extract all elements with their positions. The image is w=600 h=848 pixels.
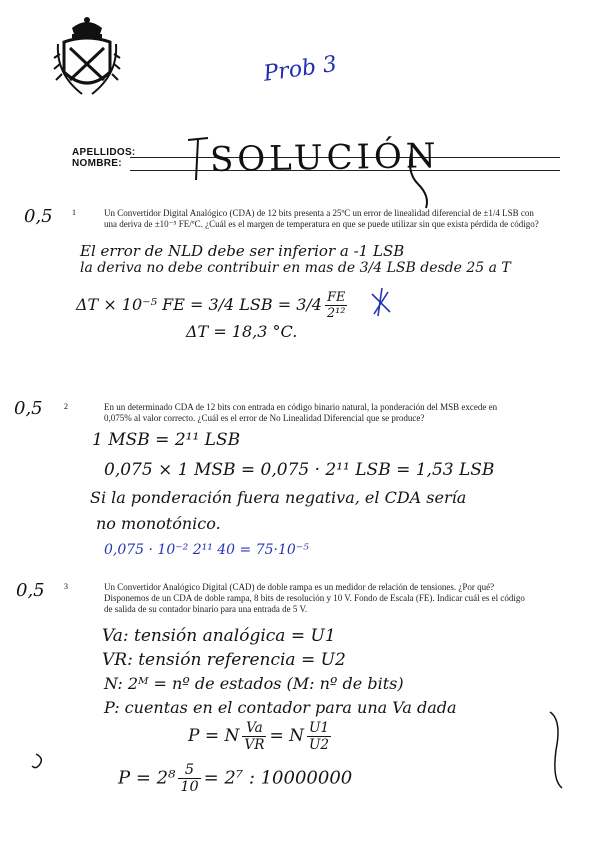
q1-strikeout-mark xyxy=(368,286,394,320)
q3-ratio-equation xyxy=(188,720,334,753)
q3-line1: Va: tensión analógica = U1 xyxy=(102,626,336,646)
q1-eq1-left: ΔT × 10⁻⁵ FE = 3/4 LSB = 3/4 xyxy=(76,295,322,314)
q3-final-suffix: = 2⁷ : 10000000 xyxy=(203,767,353,789)
university-crest-logo xyxy=(52,14,122,98)
q3-score: 0,5 xyxy=(16,580,45,601)
q3-eq-fraction1 xyxy=(242,720,266,753)
q1-score: 0,5 xyxy=(24,206,53,227)
problem-label: Prob 3 xyxy=(262,51,339,87)
q2-text: En un determinado CDA de 12 bits con entrada en código binario natural, la ponderación del MSB excede en 0,075% al valor correcto. ¿Cuál es el error de No Linealidad Diferencial que se produce? xyxy=(104,402,498,423)
q3-line3: N: 2ᴹ = nº de estados (M: nº de bits) xyxy=(104,674,404,693)
q1-eq1-frac-den: 2¹² xyxy=(326,306,346,321)
apellidos-label: APELLIDOS: xyxy=(72,147,136,158)
q3-margin-tick-mark xyxy=(30,752,48,772)
q3-eq-f1-den: VR xyxy=(244,737,265,753)
q3-eq-prefix: P = N xyxy=(188,726,240,746)
q2-blue-note: 0,075 · 10⁻² 2¹¹ 40 = 75·10⁻⁵ xyxy=(104,542,309,558)
q2-line4: no monotónico. xyxy=(96,514,221,533)
q3-eq-f2-num: U1 xyxy=(308,720,330,736)
solution-brace-mark xyxy=(404,148,444,210)
q3-eq-f2-den: U2 xyxy=(308,737,330,753)
q2-line1: 1 MSB = 2¹¹ LSB xyxy=(92,430,241,450)
q3-number: 3 xyxy=(64,582,68,591)
q1-eq1-fraction xyxy=(325,290,347,321)
q2-line3: Si la ponderación fuera negativa, el CDA sería xyxy=(90,488,467,507)
solution-bar-mark xyxy=(186,136,210,182)
q3-text: Un Convertidor Analógico Digital (CAD) de doble rampa es un medidor de relación de tensiones. ¿Por qué? Disponemos de un CDA de doble rampa, 8 bits de resolución y 10 V. Fondo de Escala (FE). Indicar cuál es el código de salida de su contador binario para una entrada de 5 V. xyxy=(104,582,525,614)
q1-equation2: ΔT = 18,3 °C. xyxy=(186,322,298,341)
q2-score: 0,5 xyxy=(14,398,43,419)
q3-right-bracket-mark xyxy=(548,710,566,790)
q3-eq-mid: = N xyxy=(269,726,304,746)
q1-line2: la deriva no debe contribuir en mas de 3/4 LSB desde 25 a T xyxy=(80,260,511,276)
q1-number: 1 xyxy=(72,208,76,217)
q3-line4: P: cuentas en el contador para una Va dada xyxy=(104,698,457,717)
q3-final-prefix: P = 2⁸ xyxy=(118,767,176,789)
q3-line2: VR: tensión referencia = U2 xyxy=(102,650,346,670)
q2-number: 2 xyxy=(64,402,68,411)
q3-eq-fraction2 xyxy=(307,720,331,753)
q3-final-den: 10 xyxy=(180,779,199,795)
nombre-label: NOMBRE: xyxy=(72,158,122,169)
q3-final-equation xyxy=(118,762,352,795)
q3-eq-f1-num: Va xyxy=(242,720,266,737)
q1-line1: El error de NLD debe ser inferior a -1 LSB xyxy=(80,242,405,260)
q2-line2: 0,075 × 1 MSB = 0,075 · 2¹¹ LSB = 1,53 LSB xyxy=(104,460,495,480)
q3-final-num: 5 xyxy=(178,762,200,779)
solution-title: SOLUCIÓN xyxy=(209,135,440,181)
q1-text: Un Convertidor Digital Analógico (CDA) de 12 bits presenta a 25ºC un error de linealidad diferencial de ±1/4 LSB con una deriva de ±10⁻⁵ FE/ºC. ¿Cuál es el margen de temperatura en que se puede utilizar sin que exista pérdida de código? xyxy=(104,208,539,229)
q3-final-fraction xyxy=(178,762,200,795)
q1-equation1 xyxy=(76,290,350,321)
q1-eq1-frac-num: FE xyxy=(325,290,347,306)
